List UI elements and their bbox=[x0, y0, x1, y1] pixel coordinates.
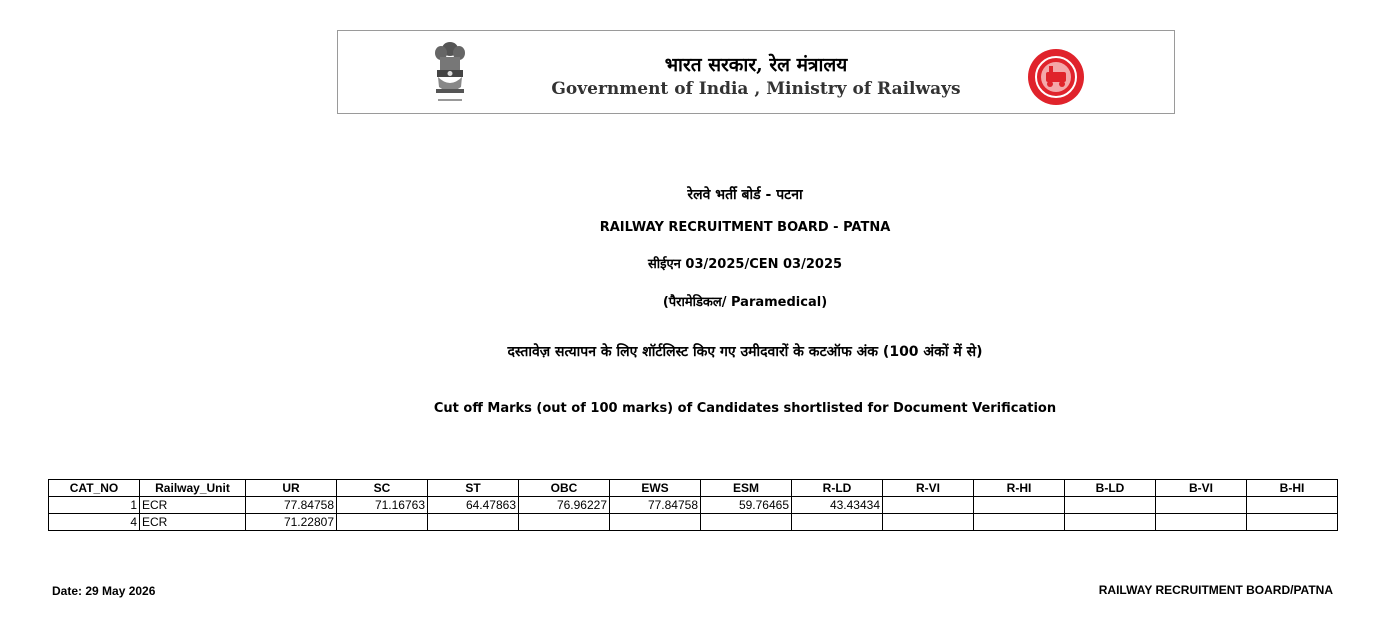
col-header-railway-unit: Railway_Unit bbox=[140, 480, 246, 497]
cell-ur: 77.84758 bbox=[246, 497, 337, 514]
table-header-row bbox=[49, 480, 1338, 497]
cell-railway-unit: ECR bbox=[140, 514, 246, 531]
heading-cen: सीईएन 03/2025/CEN 03/2025 bbox=[647, 257, 843, 272]
heading-hindi-cutoff: दस्तावेज़ सत्यापन के लिए शॉर्टलिस्ट किए गए उमीदवारों के कटऑफ अंक (100 अंकों में से) bbox=[507, 344, 983, 360]
cell-st: 64.47863 bbox=[428, 497, 519, 514]
cell-ews: 77.84758 bbox=[610, 497, 701, 514]
cell-r-vi bbox=[883, 514, 974, 531]
cell-r-ld bbox=[792, 514, 883, 531]
col-header-r-ld: R-LD bbox=[792, 480, 883, 497]
col-header-st: ST bbox=[428, 480, 519, 497]
cell-esm bbox=[701, 514, 792, 531]
col-header-ur: UR bbox=[246, 480, 337, 497]
cell-b-ld bbox=[1065, 514, 1156, 531]
cell-sc bbox=[337, 514, 428, 531]
cell-ur: 71.22807 bbox=[246, 514, 337, 531]
header-banner bbox=[337, 30, 1175, 114]
col-header-b-ld: B-LD bbox=[1065, 480, 1156, 497]
date-label: Date: 29 May 2026 bbox=[52, 584, 156, 598]
col-header-r-hi: R-HI bbox=[974, 480, 1065, 497]
cell-cat-no: 4 bbox=[49, 514, 140, 531]
cell-sc: 71.16763 bbox=[337, 497, 428, 514]
col-header-sc: SC bbox=[337, 480, 428, 497]
table-row bbox=[49, 497, 1338, 514]
col-header-cat-no: CAT_NO bbox=[49, 480, 140, 497]
cutoff-table bbox=[48, 479, 1338, 531]
heading-category: (पैरामेडिकल/ Paramedical) bbox=[662, 295, 828, 310]
cell-r-hi bbox=[974, 514, 1065, 531]
cell-b-hi bbox=[1247, 497, 1338, 514]
cell-railway-unit: ECR bbox=[140, 497, 246, 514]
col-header-b-vi: B-VI bbox=[1156, 480, 1247, 497]
cell-cat-no: 1 bbox=[49, 497, 140, 514]
heading-english-board: RAILWAY RECRUITMENT BOARD - PATNA bbox=[599, 220, 891, 235]
table-row bbox=[49, 514, 1338, 531]
col-header-obc: OBC bbox=[519, 480, 610, 497]
heading-hindi-board: रेलवे भर्ती बोर्ड - पटना bbox=[687, 187, 803, 203]
heading-english-cutoff: Cut off Marks (out of 100 marks) of Candidates shortlisted for Document Verification bbox=[433, 401, 1057, 416]
cell-ews bbox=[610, 514, 701, 531]
cell-b-vi bbox=[1156, 497, 1247, 514]
cell-esm: 59.76465 bbox=[701, 497, 792, 514]
col-header-b-hi: B-HI bbox=[1247, 480, 1338, 497]
cell-r-hi bbox=[974, 497, 1065, 514]
cell-r-vi bbox=[883, 497, 974, 514]
cell-obc: 76.96227 bbox=[519, 497, 610, 514]
col-header-r-vi: R-VI bbox=[883, 480, 974, 497]
banner-title-hindi: भारत सरकार, रेल मंत्रालय bbox=[664, 54, 848, 76]
cell-st bbox=[428, 514, 519, 531]
indian-railways-logo-icon bbox=[1027, 48, 1085, 106]
col-header-ews: EWS bbox=[610, 480, 701, 497]
col-header-esm: ESM bbox=[701, 480, 792, 497]
board-signature: RAILWAY RECRUITMENT BOARD/PATNA bbox=[1098, 583, 1333, 597]
cell-b-ld bbox=[1065, 497, 1156, 514]
banner-title-english: Government of India , Ministry of Railways bbox=[551, 79, 961, 99]
cell-obc bbox=[519, 514, 610, 531]
cell-b-hi bbox=[1247, 514, 1338, 531]
cell-r-ld: 43.43434 bbox=[792, 497, 883, 514]
cell-b-vi bbox=[1156, 514, 1247, 531]
